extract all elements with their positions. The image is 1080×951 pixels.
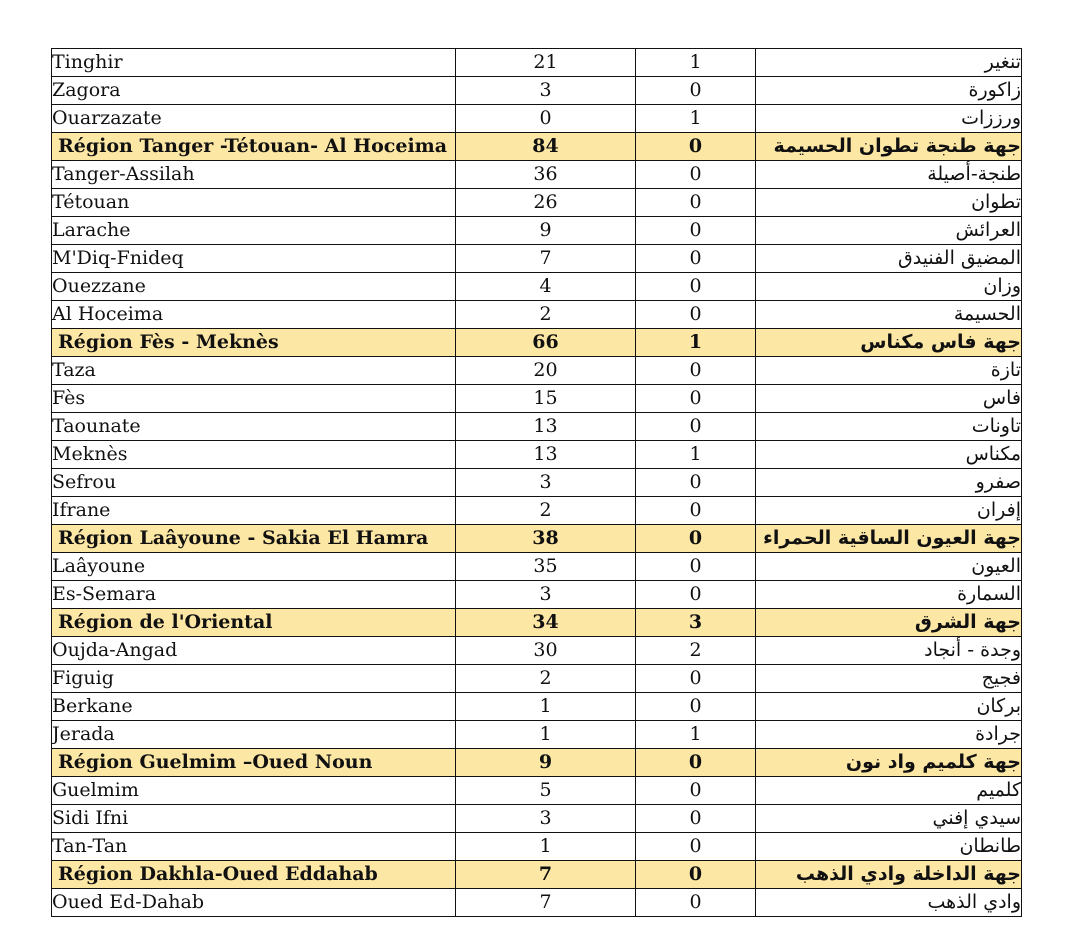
table-row xyxy=(52,217,1022,245)
count-b-cell: 0 xyxy=(636,133,756,161)
name-ar-cell: تنغير xyxy=(756,49,1022,77)
name-fr-cell: Région Tanger -Tétouan- Al Hoceima xyxy=(52,133,456,161)
name-ar-cell: وزان xyxy=(756,273,1022,301)
table-row xyxy=(52,245,1022,273)
count-b-cell: 0 xyxy=(636,77,756,105)
name-ar-cell: تاونات xyxy=(756,413,1022,441)
count-a-cell: 34 xyxy=(456,609,636,637)
name-ar-cell: جرادة xyxy=(756,721,1022,749)
count-a-cell: 2 xyxy=(456,497,636,525)
name-fr-cell: Guelmim xyxy=(52,777,456,805)
table-row xyxy=(52,553,1022,581)
name-ar-cell: طنجة-أصيلة xyxy=(756,161,1022,189)
table-row xyxy=(52,357,1022,385)
name-fr-cell: Laâyoune xyxy=(52,553,456,581)
name-ar-cell: المضيق الفنيدق xyxy=(756,245,1022,273)
count-b-cell: 0 xyxy=(636,189,756,217)
count-b-cell: 1 xyxy=(636,105,756,133)
name-fr-cell: Fès xyxy=(52,385,456,413)
name-fr-cell: Jerada xyxy=(52,721,456,749)
name-fr-cell: Ouezzane xyxy=(52,273,456,301)
count-b-cell: 0 xyxy=(636,217,756,245)
table-row xyxy=(52,441,1022,469)
name-ar-cell: جهة الشرق xyxy=(756,609,1022,637)
region-row xyxy=(52,749,1022,777)
count-a-cell: 7 xyxy=(456,889,636,917)
name-ar-cell: جهة فاس مكناس xyxy=(756,329,1022,357)
name-fr-cell: Oued Ed-Dahab xyxy=(52,889,456,917)
table-row xyxy=(52,413,1022,441)
count-a-cell: 30 xyxy=(456,637,636,665)
count-b-cell: 0 xyxy=(636,833,756,861)
count-a-cell: 84 xyxy=(456,133,636,161)
name-ar-cell: تطوان xyxy=(756,189,1022,217)
count-b-cell: 0 xyxy=(636,301,756,329)
name-ar-cell: العيون xyxy=(756,553,1022,581)
name-ar-cell: وادي الذهب xyxy=(756,889,1022,917)
count-b-cell: 0 xyxy=(636,385,756,413)
count-a-cell: 2 xyxy=(456,665,636,693)
name-fr-cell: Région Guelmim –Oued Noun xyxy=(52,749,456,777)
table-body xyxy=(52,49,1022,917)
count-b-cell: 0 xyxy=(636,553,756,581)
name-fr-cell: Figuig xyxy=(52,665,456,693)
name-ar-cell: صفرو xyxy=(756,469,1022,497)
name-fr-cell: Oujda-Angad xyxy=(52,637,456,665)
name-fr-cell: Berkane xyxy=(52,693,456,721)
count-b-cell: 1 xyxy=(636,721,756,749)
name-fr-cell: Al Hoceima xyxy=(52,301,456,329)
name-fr-cell: Sefrou xyxy=(52,469,456,497)
name-ar-cell: طانطان xyxy=(756,833,1022,861)
name-fr-cell: Zagora xyxy=(52,77,456,105)
count-a-cell: 13 xyxy=(456,413,636,441)
table-row xyxy=(52,581,1022,609)
count-a-cell: 1 xyxy=(456,833,636,861)
count-b-cell: 0 xyxy=(636,889,756,917)
count-a-cell: 3 xyxy=(456,581,636,609)
region-row xyxy=(52,133,1022,161)
count-b-cell: 0 xyxy=(636,525,756,553)
name-ar-cell: بركان xyxy=(756,693,1022,721)
count-b-cell: 0 xyxy=(636,413,756,441)
table-row xyxy=(52,833,1022,861)
table-row xyxy=(52,665,1022,693)
count-a-cell: 3 xyxy=(456,77,636,105)
count-b-cell: 0 xyxy=(636,581,756,609)
table-row xyxy=(52,693,1022,721)
name-ar-cell: جهة الداخلة وادي الذهب xyxy=(756,861,1022,889)
count-b-cell: 0 xyxy=(636,273,756,301)
name-ar-cell: جهة كلميم واد نون xyxy=(756,749,1022,777)
name-ar-cell: فاس xyxy=(756,385,1022,413)
region-row xyxy=(52,329,1022,357)
count-a-cell: 20 xyxy=(456,357,636,385)
name-ar-cell: ورززات xyxy=(756,105,1022,133)
count-a-cell: 3 xyxy=(456,469,636,497)
count-a-cell: 15 xyxy=(456,385,636,413)
name-ar-cell: تازة xyxy=(756,357,1022,385)
count-a-cell: 38 xyxy=(456,525,636,553)
count-a-cell: 9 xyxy=(456,749,636,777)
name-ar-cell: السمارة xyxy=(756,581,1022,609)
count-b-cell: 2 xyxy=(636,637,756,665)
table-row xyxy=(52,805,1022,833)
name-fr-cell: Sidi Ifni xyxy=(52,805,456,833)
table-row xyxy=(52,497,1022,525)
name-ar-cell: زاكورة xyxy=(756,77,1022,105)
count-b-cell: 1 xyxy=(636,329,756,357)
count-b-cell: 3 xyxy=(636,609,756,637)
count-a-cell: 3 xyxy=(456,805,636,833)
region-row xyxy=(52,861,1022,889)
name-ar-cell: إفران xyxy=(756,497,1022,525)
table-row xyxy=(52,637,1022,665)
name-ar-cell: سيدي إفني xyxy=(756,805,1022,833)
count-b-cell: 0 xyxy=(636,805,756,833)
region-row xyxy=(52,609,1022,637)
table-row xyxy=(52,385,1022,413)
count-a-cell: 7 xyxy=(456,861,636,889)
name-fr-cell: Meknès xyxy=(52,441,456,469)
count-a-cell: 9 xyxy=(456,217,636,245)
name-ar-cell: وجدة - أنجاد xyxy=(756,637,1022,665)
count-a-cell: 0 xyxy=(456,105,636,133)
count-a-cell: 26 xyxy=(456,189,636,217)
table-row xyxy=(52,189,1022,217)
name-fr-cell: Ifrane xyxy=(52,497,456,525)
name-fr-cell: Tétouan xyxy=(52,189,456,217)
count-b-cell: 0 xyxy=(636,245,756,273)
name-fr-cell: Es-Semara xyxy=(52,581,456,609)
count-b-cell: 0 xyxy=(636,777,756,805)
table-row xyxy=(52,49,1022,77)
name-fr-cell: M'Diq-Fnideq xyxy=(52,245,456,273)
name-fr-cell: Ouarzazate xyxy=(52,105,456,133)
count-a-cell: 35 xyxy=(456,553,636,581)
name-ar-cell: جهة العيون الساقية الحمراء xyxy=(756,525,1022,553)
name-fr-cell: Tanger-Assilah xyxy=(52,161,456,189)
name-ar-cell: الحسيمة xyxy=(756,301,1022,329)
cases-table xyxy=(51,48,1022,917)
count-b-cell: 0 xyxy=(636,497,756,525)
count-b-cell: 1 xyxy=(636,441,756,469)
name-fr-cell: Taza xyxy=(52,357,456,385)
table-row xyxy=(52,161,1022,189)
name-fr-cell: Région de l'Oriental xyxy=(52,609,456,637)
name-ar-cell: جهة طنجة تطوان الحسيمة xyxy=(756,133,1022,161)
name-fr-cell: Région Dakhla-Oued Eddahab xyxy=(52,861,456,889)
count-a-cell: 4 xyxy=(456,273,636,301)
count-b-cell: 0 xyxy=(636,693,756,721)
table-row xyxy=(52,273,1022,301)
count-b-cell: 0 xyxy=(636,357,756,385)
table-row xyxy=(52,301,1022,329)
name-fr-cell: Larache xyxy=(52,217,456,245)
table-row xyxy=(52,777,1022,805)
name-fr-cell: Région Fès - Meknès xyxy=(52,329,456,357)
count-b-cell: 0 xyxy=(636,861,756,889)
table-row xyxy=(52,469,1022,497)
count-a-cell: 5 xyxy=(456,777,636,805)
name-fr-cell: Région Laâyoune - Sakia El Hamra xyxy=(52,525,456,553)
count-a-cell: 66 xyxy=(456,329,636,357)
count-a-cell: 1 xyxy=(456,721,636,749)
table-row xyxy=(52,721,1022,749)
table-row xyxy=(52,77,1022,105)
count-a-cell: 1 xyxy=(456,693,636,721)
count-a-cell: 13 xyxy=(456,441,636,469)
region-row xyxy=(52,525,1022,553)
name-fr-cell: Taounate xyxy=(52,413,456,441)
count-b-cell: 0 xyxy=(636,749,756,777)
name-ar-cell: العرائش xyxy=(756,217,1022,245)
count-a-cell: 21 xyxy=(456,49,636,77)
name-ar-cell: كلميم xyxy=(756,777,1022,805)
name-ar-cell: مكناس xyxy=(756,441,1022,469)
name-fr-cell: Tinghir xyxy=(52,49,456,77)
count-b-cell: 0 xyxy=(636,469,756,497)
count-a-cell: 2 xyxy=(456,301,636,329)
count-a-cell: 7 xyxy=(456,245,636,273)
count-b-cell: 1 xyxy=(636,49,756,77)
name-fr-cell: Tan-Tan xyxy=(52,833,456,861)
count-b-cell: 0 xyxy=(636,665,756,693)
count-a-cell: 36 xyxy=(456,161,636,189)
table-row xyxy=(52,889,1022,917)
count-b-cell: 0 xyxy=(636,161,756,189)
name-ar-cell: فجيج xyxy=(756,665,1022,693)
table-row xyxy=(52,105,1022,133)
